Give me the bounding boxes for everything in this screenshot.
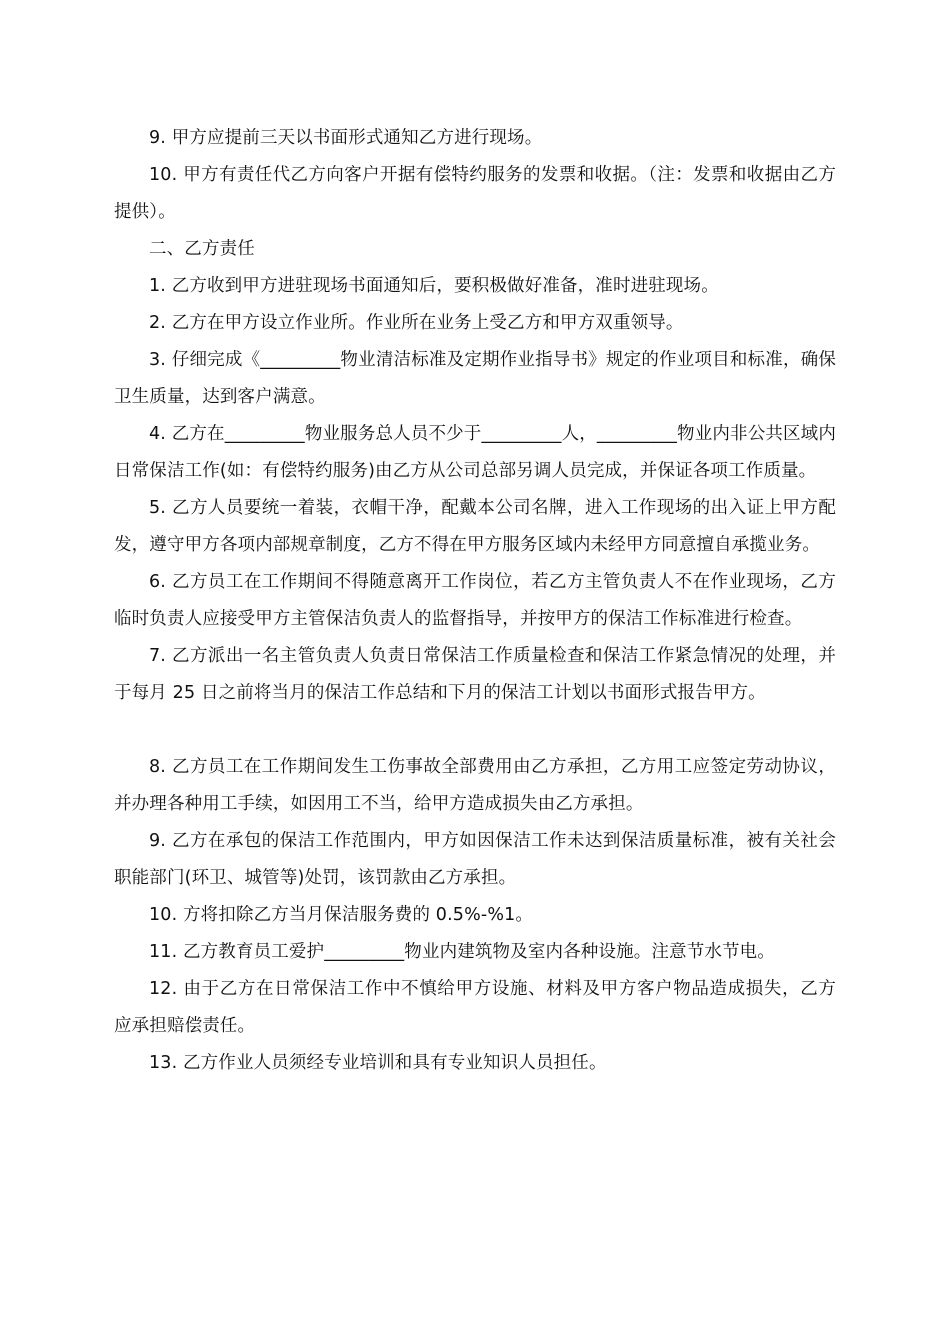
clause-b3: 3. 仔细完成《_________物业清洁标准及定期作业指导书》规定的作业项目和标准，确保卫生质量，达到客户满意。 [114,350,836,407]
clause-b13: 13. 乙方作业人员须经专业培训和具有专业知识人员担任。 [149,1053,607,1073]
clause-b10: 10. 方将扣除乙方当月保洁服务费的 0.5%-%1。 [149,905,534,925]
clause-b2: 2. 乙方在甲方设立作业所。作业所在业务上受乙方和甲方双重领导。 [149,313,684,333]
clause-b7: 7. 乙方派出一名主管负责人负责日常保洁工作质量检查和保洁工作紧急情况的处理，并于每月 25 日之前将当月的保洁工作总结和下月的保洁工计划以书面形式报告甲方。 [114,646,836,703]
clause-b8: 8. 乙方员工在工作期间发生工伤事故全部费用由乙方承担，乙方用工应签定劳动协议，并办理各种用工手续，如因用工不当，给甲方造成损失由乙方承担。 [114,757,836,814]
clause-a10: 10. 甲方有责任代乙方向客户开据有偿特约服务的发票和收据。（注：发票和收据由乙方提供）。 [114,165,836,222]
clause-b4: 4. 乙方在_________物业服务总人员不少于_________人，_________物业内非公共区域内日常保洁工作(如：有偿特约服务)由乙方从公司总部另调人员完成，并保证各项工作质量。 [114,424,836,481]
clause-b9: 9. 乙方在承包的保洁工作范围内，甲方如因保洁工作未达到保洁质量标准，被有关社会职能部门(环卫、城管等)处罚，该罚款由乙方承担。 [114,831,836,888]
blank-line [114,712,836,749]
section-heading-party-b: 二、乙方责任 [149,239,255,259]
clause-b11: 11. 乙方教育员工爱护_________物业内建筑物及室内各种设施。注意节水节电。 [149,942,775,962]
clause-b1: 1. 乙方收到甲方进驻现场书面通知后，要积极做好准备，准时进驻现场。 [149,276,719,296]
clause-b12: 12. 由于乙方在日常保洁工作中不慎给甲方设施、材料及甲方客户物品造成损失，乙方应承担赔偿责任。 [114,979,836,1036]
clause-a9: 9. 甲方应提前三天以书面形式通知乙方进行现场。 [149,128,543,148]
clause-b5: 5. 乙方人员要统一着装，衣帽干净，配戴本公司名牌，进入工作现场的出入证上甲方配发，遵守甲方各项内部规章制度，乙方不得在甲方服务区域内未经甲方同意擅自承揽业务。 [114,498,836,555]
clause-b6: 6. 乙方员工在工作期间不得随意离开工作岗位，若乙方主管负责人不在作业现场，乙方临时负责人应接受甲方主管保洁负责人的监督指导，并按甲方的保洁工作标准进行检查。 [114,572,836,629]
document-body [114,120,836,1082]
